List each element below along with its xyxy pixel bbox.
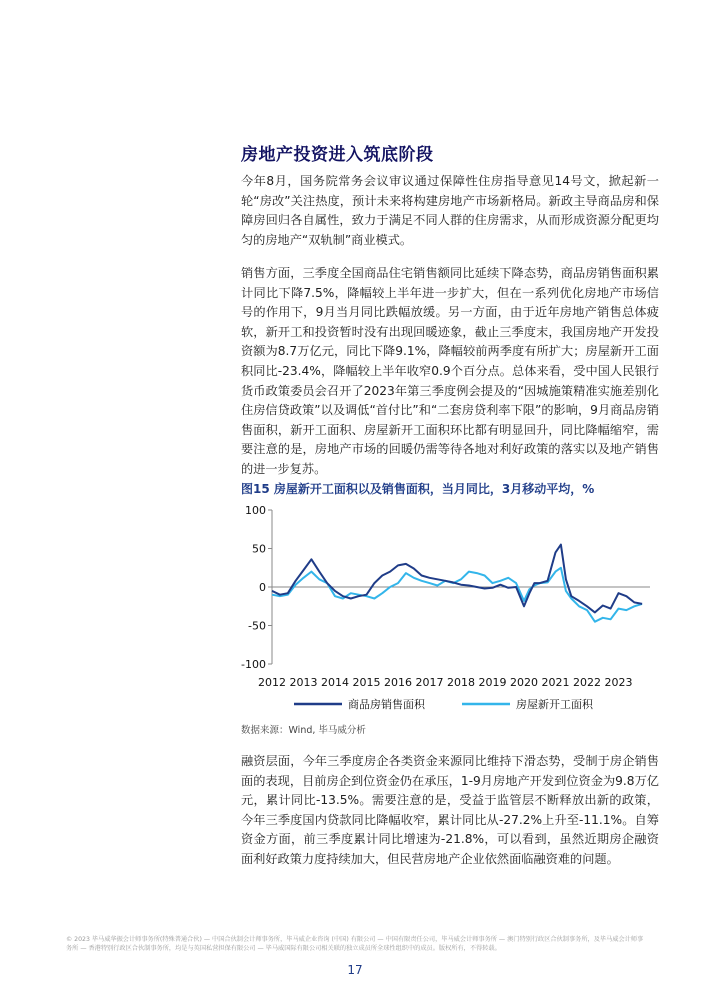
x-tick-label: 2023 bbox=[604, 676, 633, 689]
legend-label-0: 商品房销售面积 bbox=[348, 698, 425, 711]
y-tick-label: -100 bbox=[241, 658, 266, 671]
chart-series bbox=[272, 545, 642, 622]
y-tick-label: 0 bbox=[259, 581, 266, 594]
x-tick-label: 2022 bbox=[573, 676, 601, 689]
x-tick-label: 2014 bbox=[321, 676, 349, 689]
paragraph-policy: 今年8月，国务院常务会议审议通过保障性住房指导意见14号文，掀起新一轮“房改”关注热度，预计未来将构建房地产市场新格局。新政主导商品房和保障房回归各自属性，致力于满足不同人群的住房需求，从而形成资源分配更均匀的房地产“双轨制”商业模式。 bbox=[241, 174, 659, 247]
y-tick-label: 100 bbox=[245, 504, 266, 517]
x-tick-label: 2017 bbox=[415, 676, 444, 689]
chart-legend bbox=[294, 697, 594, 711]
x-tick-label: 2016 bbox=[384, 676, 412, 689]
paragraph-sales: 销售方面，三季度全国商品住宅销售额同比延续下降态势，商品房销售面积累计同比下降7.5%，降幅较上半年进一步扩大，但在一系列优化房地产市场信号的作用下，9月当月同比跌幅放缓。另一方面，由于近年房地产销售总体疲软，新开工和投资暂时没有出现回暖迹象，截止三季度末，我国房地产开发投资额为8.7万亿元，同比下降9.1%，降幅较前两季度有所扩大；房屋新开工面积同比-23.4%，降幅较上半年收窄0.9个百分点。总体来看，受中国人民银行货币政策委员会召开了2023年第三季度例会提及的“因城施策精准实施差别化住房信贷政策”以及调低“首付比”和“二套房贷利率下限”的影响，9月商品房销售面积，新开工面积、房屋新开工面积环比都有明显回升，同比降幅缩窄，需要注意的是，房地产市场的回暖仍需等待各地对利好政策的落实以及地产销售的进一步复苏。 bbox=[241, 266, 659, 476]
x-tick-label: 2019 bbox=[478, 676, 507, 689]
x-tick-label: 2018 bbox=[447, 676, 475, 689]
footer-disclaimer: © 2023 毕马威华振会计师事务所(特殊普通合伙) — 中国合伙制会计师事务所，毕马威企业咨询 (中国) 有限公司 — 中国有限责任公司，毕马威会计师事务所 — 澳门特别行政区合伙制事务所，及毕马威会计师事务所 — 香港特别行政区合伙制事务所，均是与英国私营担保有限公司 — 毕马威国际有限公司相关联的独立成员所全球性组织中的成员。版权所有，不得转载。 bbox=[66, 936, 644, 952]
paragraph-financing: 融资层面，今年三季度房企各类资金来源同比维持下滑态势，受制于房企销售面的表现，目前房企到位资金仍在承压，1-9月房地产开发到位资金为9.8万亿元，累计同比-13.5%。需要注意的是，受益于监管层不断释放出新的政策，今年三季度国内贷款同比降幅收窄，累计同比从-27.2%上升至-11.1%。自筹资金方面，前三季度累计同比增速为-21.8%，可以看到，虽然近期房企融资面利好政策力度持续加大，但民营房地产企业依然面临融资难的问题。 bbox=[241, 754, 659, 866]
legend-label-1: 房屋新开工面积 bbox=[516, 698, 593, 711]
chart-ticks bbox=[241, 504, 632, 689]
series-line-0 bbox=[272, 545, 642, 613]
y-tick-label: -50 bbox=[248, 619, 266, 633]
data-source: 数据来源：Wind, 毕马威分析 bbox=[241, 725, 366, 736]
x-tick-label: 2021 bbox=[541, 676, 570, 689]
line-chart bbox=[236, 500, 656, 718]
series-line-1 bbox=[272, 568, 642, 622]
x-tick-label: 2012 bbox=[258, 676, 286, 689]
figure-title: 图15 房屋新开工面积以及销售面积，当月同比，3月移动平均，% bbox=[241, 482, 595, 496]
section-title: 房地产投资进入筑底阶段 bbox=[241, 145, 434, 165]
x-tick-label: 2013 bbox=[289, 676, 318, 689]
page-number: 17 bbox=[347, 963, 363, 977]
x-tick-label: 2020 bbox=[510, 676, 538, 689]
x-tick-label: 2015 bbox=[352, 676, 381, 689]
y-tick-label: 50 bbox=[252, 542, 266, 556]
